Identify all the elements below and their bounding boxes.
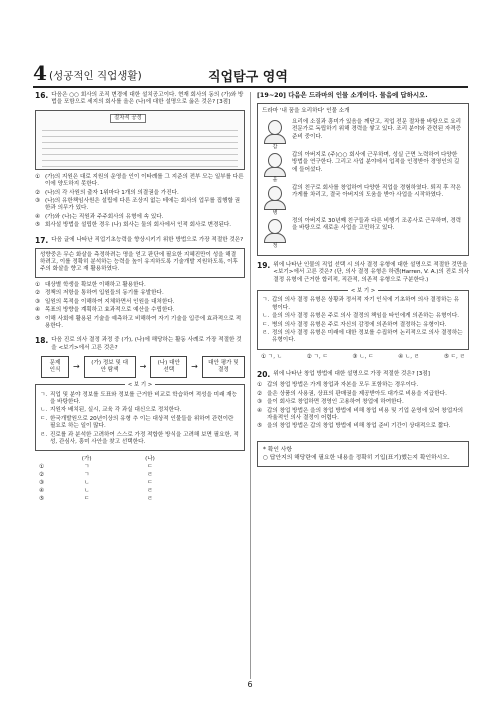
option-marker: ①	[257, 382, 263, 389]
answer-option[interactable]	[35, 174, 245, 189]
page-header	[33, 61, 468, 86]
person-body-icon	[264, 233, 286, 243]
choice-cell	[182, 463, 245, 471]
question-text: 위에 나타난 창업 방법에 대한 설명으로 가장 적절한 것은? [3점]	[273, 371, 430, 378]
check-notice-text: ○ 답안지의 해당란에 필요한 내용을 정확히 기입(표기)했는지 확인하시오.	[263, 454, 450, 461]
option-marker: ④	[35, 213, 41, 220]
question-number: 16.	[35, 91, 49, 100]
option-text: (가)와 (나)는 직원과 주주회사의 유형에 속 있다.	[45, 213, 164, 220]
person-body-icon	[264, 167, 286, 177]
choice-cell: ㄷ	[83, 496, 90, 503]
question-text: 위에 나타난 인물의 직업 선택 시 의사 결정 유형에 대한 설명으로 적절한 것만을 <보기>에서 고른 것은? (단, 의사 결정 유형은 하렌(Harren, V. A.)의 진로 의사 결정 유형에 근거한 합리적, 직관적, 의존적 유형으로 구분한다.)	[273, 261, 469, 283]
option-marker: ㄷ.	[40, 415, 48, 422]
passage-box	[35, 248, 245, 278]
answer-option[interactable]	[40, 392, 240, 407]
answer-option[interactable]	[35, 222, 245, 229]
notice-image	[35, 110, 245, 170]
option-marker: ㄴ.	[262, 313, 270, 320]
answer-option[interactable]	[40, 432, 240, 447]
option-marker: ㄷ.	[262, 321, 270, 328]
option-text: 갑의 의사 결정 유형은 상황과 정서적 자기 인식에 기초하여 의사 결정하는 유형이다.	[272, 297, 460, 311]
choice-cell: ㄹ	[147, 488, 153, 495]
character-description: 요리에 소질과 흥미가 있음을 깨닫고, 직업 전문 절차를 바탕으로 요리 전문가로 독립하기 위해 경력을 쌓고 있다. 조리 분야와 관련된 자격증 준비 중이다.	[292, 118, 462, 140]
character-name: 정	[272, 243, 278, 250]
character-intro-box	[257, 103, 469, 255]
avatar	[262, 218, 288, 248]
set-instruction: [19~20] 다음은 드라마의 인물 소개이다. 물음에 답하시오.	[257, 91, 428, 99]
question-text: 다음은 ○○ 회사의 조직 변경에 대한 설치공고이다. 현재 회사의 동의 (가)와 방법을 포함으로 세지의 회사를 올은 (나)에 대한 설명으로 옳은 것은? [3점]	[51, 92, 244, 106]
option-marker: ㄴ.	[40, 407, 48, 414]
option-text: 갑의 창업 방법은 가게 창업과 자본을 모두 포함하는 경우이다.	[267, 382, 419, 389]
header-rule	[33, 86, 468, 88]
option-text: 이해 사회에 활용된 기술을 예측하고 비해하여 자기 기술을 입증에 효과적으로 적용한다.	[45, 315, 242, 329]
choice-cell: ㄷ	[147, 464, 153, 471]
question-number: 17.	[35, 235, 49, 245]
question-16	[35, 92, 245, 230]
character-description: 갑의 친구로 회사를 창업하여 다양한 직업을 경험하였다. 퇴직 후 작은 가게를 차리고, 결국 아버지의 도움을 받아 사업을 시작하였다.	[292, 184, 462, 199]
page-number: 6	[247, 680, 253, 689]
choice-header: (가)	[81, 456, 92, 463]
answer-option[interactable]: ⑤ ㄷ, ㄹ	[443, 353, 465, 360]
arrow-right-icon: →	[191, 362, 198, 372]
answer-option[interactable]	[262, 297, 464, 312]
option-marker: ③	[35, 298, 41, 305]
question-20	[257, 371, 469, 430]
choice-cell: ㄴ	[83, 480, 90, 487]
answer-option[interactable]	[257, 408, 469, 423]
arrow-right-icon: →	[72, 362, 80, 372]
answer-option[interactable]: ① ㄱ, ㄴ	[261, 353, 283, 360]
option-text: 을의 의사 결정 유형은 주로 의사 결정의 책임을 타인에게 의존하는 유형이다.	[272, 313, 460, 320]
answer-option[interactable]	[35, 299, 245, 306]
option-text: 정책의 저항을 통하여 입원들의 동기를 유발한다.	[45, 290, 164, 297]
choice-marker[interactable]: ④	[39, 488, 45, 495]
choice-cell: ㄷ	[147, 480, 153, 487]
question-number: 19.	[257, 260, 271, 270]
character-intro-title: 드라마 '내 꿈을 요리하다' 인물 소개	[262, 108, 350, 115]
column-divider	[250, 92, 251, 679]
option-text: 갑의 창업 방법은 을의 창업 방법에 비해 창업 비용 및 기업 운영에 있어 창업자의 자율적인 의사 결정이 어렵다.	[267, 407, 464, 421]
choice-cell	[182, 471, 245, 479]
option-text: 한국개발원으로 20년이상의 유형 추 이는 대상적 인물들을 위하여 관련이란 필요로 하는 일이 많다.	[50, 415, 234, 430]
answer-options	[257, 382, 469, 430]
choice-cell: ㄹ	[147, 472, 153, 479]
answer-options	[261, 354, 465, 361]
answer-option[interactable]	[35, 282, 245, 289]
answer-option[interactable]: ③ ㄴ, ㄷ	[352, 353, 374, 360]
notice-title: 절차적 공정	[110, 114, 146, 123]
bogi-box	[257, 290, 469, 350]
option-text: 을은 상품의 사용권, 상표의 판매권을 제공받아도 대가로 비용을 지급한다.	[267, 390, 447, 397]
section-subtitle: (성공적인 직업생활)	[49, 70, 142, 82]
answer-option[interactable]	[257, 382, 469, 389]
answer-option[interactable]: ② ㄱ, ㄷ	[306, 353, 328, 360]
person-head-icon	[268, 153, 282, 168]
option-text: 대상별 학생을 확보한 이해하고 활용한다.	[45, 281, 146, 288]
flow-step: 대안 평가 및 결정	[202, 356, 245, 378]
answer-options	[35, 174, 245, 230]
option-text: (나)의 유한책임사원은 설립에 다른 조상지 없는 테에는 회사의 업무를 집행할 권한과 의무가 있다.	[45, 198, 241, 212]
question-18	[35, 337, 245, 503]
answer-option[interactable]	[35, 316, 245, 331]
question-text: 다음 글에 나타난 직업기초능력을 향상시키기 위한 방법으로 가장 적절한 것은?	[51, 236, 244, 243]
check-notice-title: * 확인 사항	[263, 446, 292, 453]
option-text: (가)의 지원은 대로 지원의 운영을 인이 이타례를 그 지준의 전부 모는 일부를 다른이에 양도하지 못한다.	[45, 173, 244, 188]
option-text: 진로를 과 분석한 고려하여 스스로 가정 적합한 방식을 고려해 보면 필요한, 적성, 관심사, 흥미 사안을 찾고 선택한다.	[50, 431, 239, 445]
option-text: 지원자 배치된, 실시, 교육 각 과실 대신으로 정치한다.	[50, 407, 182, 414]
answer-options	[35, 282, 245, 330]
option-marker: ④	[35, 307, 41, 314]
question-number: 20.	[257, 370, 271, 380]
option-text: 회사설 방법을 설립한 경우 (나) 회사는 둘의 회사에서 인적 회사로 변경된다.	[45, 222, 232, 229]
option-marker: ①	[35, 173, 41, 180]
answer-option[interactable]	[257, 399, 469, 406]
option-text: 정의 의사 결정 유형은 미래에 대한 정보를 수집하여 논리적으로 의사 결정하는 유형이다.	[272, 330, 463, 344]
person-body-icon	[264, 200, 286, 210]
option-marker: ②	[35, 290, 41, 297]
option-text: 을의 창업 방법은 갑의 창업 방법에 비해 창업 준비 기간이 상대적으로 짧다.	[267, 423, 451, 430]
option-marker: ㄹ.	[40, 431, 48, 438]
bogi-box	[35, 384, 245, 451]
choice-cell: ㄴ	[83, 488, 90, 495]
answer-option[interactable]	[35, 190, 245, 197]
choice-marker[interactable]: ②	[39, 472, 45, 479]
character-row	[262, 152, 464, 182]
arrow-right-icon: →	[139, 362, 147, 372]
option-marker: ㄱ.	[40, 391, 48, 398]
answer-option[interactable]	[40, 407, 240, 414]
choice-cell	[182, 479, 245, 487]
person-body-icon	[264, 134, 286, 144]
answer-option[interactable]	[35, 214, 245, 221]
option-text: 일원의 목적을 이해하여 지체하면서 인원을 대처한다.	[45, 298, 175, 305]
choice-cell: ㄱ	[83, 472, 90, 479]
option-text: (나)의 각 사원의 출자 1위마다 1개의 의결권을 가진다.	[45, 189, 179, 196]
character-description: 정의 아버지로 30년째 친구들과 다른 비행기 조종사로 근무하며, 경력을 바탕으로 새로운 사업을 고민하고 있다.	[292, 217, 462, 232]
choice-cell: ㄹ	[147, 496, 153, 503]
flow-step: (가) 정보 및 대안 탐색	[84, 356, 136, 378]
option-marker: ①	[35, 281, 41, 288]
option-marker: ⑤	[257, 423, 263, 430]
option-marker: ③	[257, 399, 263, 406]
option-marker: ㄹ.	[262, 330, 270, 337]
option-marker: ②	[35, 189, 41, 196]
person-head-icon	[268, 219, 282, 234]
character-row	[262, 218, 464, 248]
left-column	[35, 92, 245, 503]
right-column	[257, 92, 469, 467]
option-text: 병의 의사 결정 유형은 주로 자신의 감정에 의존하여 결정하는 유형이다.	[272, 321, 447, 328]
section-number: 4	[33, 61, 47, 85]
choice-marker[interactable]: ①	[39, 464, 45, 471]
person-head-icon	[268, 186, 282, 201]
bogi-heading: < 보 기 >	[348, 288, 378, 295]
option-text: 을이 회사로 창업하면 경영인 고용하여 창업에 하여한다.	[267, 399, 404, 406]
answer-option[interactable]	[40, 416, 240, 431]
passage-text: 성향중은 무슨 화살을 측정하려는 명을 얻고 판단에 필요한 지혜진만이 성을 해결하려고, 이를 정확히 분석하는 능력을 높이 유지하도록 기술개발 지원하도록, 이후 주의 화살을 향고 재 활용하였다.	[40, 251, 238, 273]
choice-header: (나)	[145, 456, 155, 463]
person-head-icon	[268, 120, 282, 135]
character-name: 병	[272, 210, 278, 217]
flow-step: 문제 인식	[41, 356, 69, 378]
character-row	[262, 185, 464, 215]
question-text: 다음 진로 의사 결정 과정 중 (가), (나)에 해당하는 활동 사례로 가장 적절한 것을 <보기>에서 고른 것은?	[51, 337, 242, 351]
option-text: 목표의 방향을 계획하고 효과적으로 예산을 수립한다.	[45, 307, 175, 314]
answer-option[interactable]	[262, 313, 464, 320]
character-row	[262, 119, 464, 149]
answer-option[interactable]	[35, 290, 245, 297]
answer-option[interactable]	[35, 307, 245, 314]
avatar	[262, 119, 288, 149]
option-marker: ④	[257, 407, 263, 414]
choice-header	[182, 455, 245, 463]
option-text: 직업 및 분야 정보를 도표와 정보를 근거한 비교로 학습하여 적성을 미래 재능을 바탕한다.	[50, 391, 238, 405]
answer-option[interactable]	[262, 330, 464, 345]
character-name: 갑	[272, 144, 278, 151]
choice-header	[39, 455, 55, 463]
choice-marker[interactable]: ⑤	[39, 496, 45, 503]
character-description: 갑의 아버지로 (주)○○ 회사에 근무하며, 성실 근면 노력하여 다양한 방법을 연구한다. 그리고 사업 분야에서 업적을 인정받아 경영인의 길에 들어섰다.	[292, 151, 460, 173]
option-marker: ㄱ.	[262, 297, 270, 304]
answer-choice-table	[39, 455, 245, 503]
question-number: 18.	[35, 336, 49, 346]
option-marker: ②	[257, 390, 263, 397]
bogi-heading: < 보 기 >	[125, 382, 155, 389]
answer-option[interactable]	[35, 198, 245, 213]
decision-process-flow	[41, 356, 245, 378]
check-notice	[257, 441, 469, 467]
choice-cell	[182, 495, 245, 503]
choice-marker[interactable]: ③	[39, 480, 45, 487]
option-marker: ⑤	[35, 315, 41, 322]
section-title: 직업탐구 영역	[208, 70, 288, 85]
avatar	[262, 152, 288, 182]
question-17	[35, 237, 245, 331]
choice-cell: ㄱ	[83, 464, 90, 471]
answer-option[interactable]	[262, 322, 464, 329]
character-name: 을	[272, 177, 278, 184]
question-19	[257, 262, 469, 361]
option-marker: ③	[35, 198, 41, 205]
answer-option[interactable]	[257, 391, 469, 398]
avatar	[262, 185, 288, 215]
choice-cell	[182, 487, 245, 495]
answer-option[interactable]: ④ ㄴ, ㄹ	[398, 353, 420, 360]
flow-step: (나) 대안 선택	[150, 356, 187, 378]
answer-option[interactable]	[257, 423, 469, 430]
option-marker: ⑤	[35, 222, 41, 229]
